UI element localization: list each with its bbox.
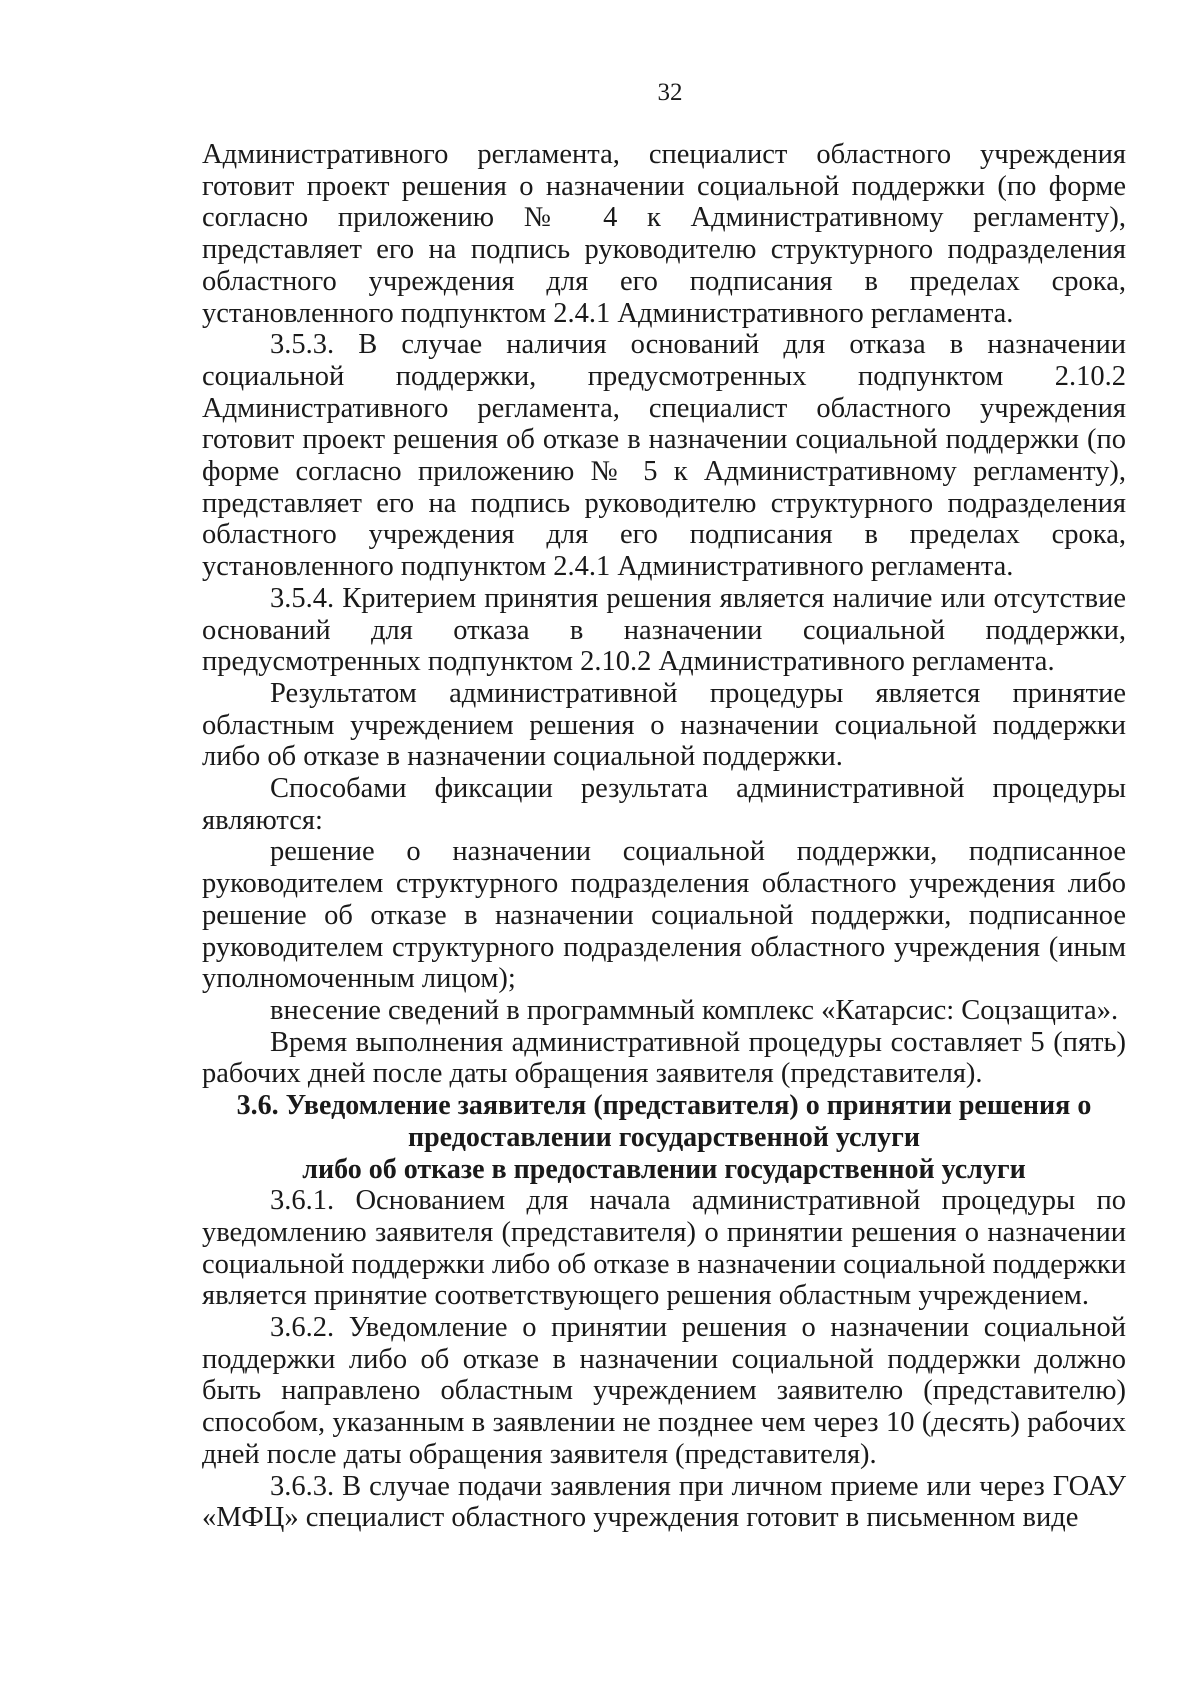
- paragraph-3-6-3: 3.6.3. В случае подачи заявления при личном приеме или через ГОАУ «МФЦ» специалист областного учреждения готовит в письменном виде: [202, 1470, 1126, 1534]
- section-heading-3-6: [202, 1090, 1126, 1185]
- document-body: [202, 139, 1126, 1534]
- paragraph-katarsis: внесение сведений в программный комплекс «Катарсис: Соцзащита».: [270, 994, 1119, 1026]
- paragraph-3-6-1: 3.6.1. Основанием для начала административной процедуры по уведомлению заявителя (представителя) о принятии решения о назначении социальной поддержки либо об отказе в назначении социальной поддержки является принятие соответствующего решения областным учреждением.: [202, 1185, 1126, 1312]
- section-heading-line-1: 3.6. Уведомление заявителя (представителя) о принятии решения о: [236, 1090, 1092, 1122]
- paragraph-decision: решение о назначении социальной поддержки, подписанное руководителем структурного подразделения областного учреждения либо решение об отказе в назначении социальной поддержки, подписанное руководителем структурного подразделения областного учреждения (иным уполномоченным лицом);: [202, 836, 1126, 995]
- paragraph-3-6-2: 3.6.2. Уведомление о принятии решения о назначении социальной поддержки либо об отказе в назначении социальной поддержки должно быть направлено областным учреждением заявителю (представителю) способом, указанным в заявлении не позднее чем через 10 (десять) рабочих дней после даты обращения заявителя (представителя).: [202, 1312, 1126, 1470]
- paragraph-time: Время выполнения административной процедуры составляет 5 (пять) рабочих дней после даты обращения заявителя (представителя).: [202, 1026, 1126, 1090]
- paragraph-3-5-3: 3.5.3. В случае наличия оснований для отказа в назначении социальной поддержки, предусмотренных подпунктом 2.10.2 Административного регламента, специалист областного учреждения готовит проект решения об отказе в назначении социальной поддержки (по форме согласно приложению № 5 к Административному регламенту), представляет его на подпись руководителю структурного подразделения областного учреждения для его подписания в пределах срока, установленного подпунктом 2.4.1 Административного регламента.: [202, 329, 1126, 583]
- section-heading-line-3: либо об отказе в предоставлении государственной услуги: [302, 1153, 1026, 1185]
- paragraph-3-5-4: 3.5.4. Критерием принятия решения является наличие или отсутствие оснований для отказа в назначении социальной поддержки, предусмотренных подпунктом 2.10.2 Административного регламента.: [202, 582, 1126, 678]
- section-heading-line-2: предоставлении государственной услуги: [407, 1121, 921, 1153]
- page-number: 32: [657, 79, 683, 106]
- paragraph-result: Результатом административной процедуры является принятие областным учреждением решения о назначении социальной поддержки либо об отказе в назначении социальной поддержки.: [202, 677, 1126, 773]
- paragraph-fixation-methods: Способами фиксации результата административной процедуры являются:: [202, 773, 1126, 836]
- paragraph-continuation: Административного регламента, специалист областного учреждения готовит проект решения о назначении социальной поддержки (по форме согласно приложению № 4 к Административному регламенту), представляет его на подпись руководителю структурного подразделения областного учреждения для его подписания в пределах срока, установленного подпунктом 2.4.1 Административного регламента.: [202, 139, 1126, 329]
